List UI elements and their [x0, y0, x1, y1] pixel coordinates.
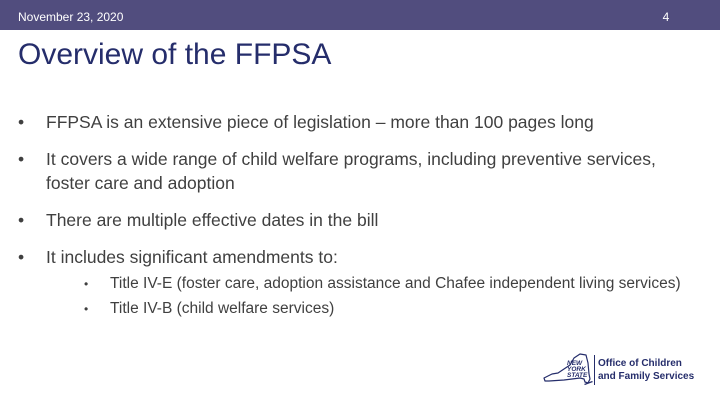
page-number: 4 [662, 10, 670, 24]
bullet-dot: • [18, 210, 25, 230]
bullet-text: There are multiple effective dates in the bill [46, 210, 379, 230]
sub-bullet-list [46, 274, 698, 319]
slide-title: Overview of the FFPSA [18, 38, 332, 71]
slide-date: November 23, 2020 [18, 10, 124, 24]
sub-bullet-text: Title IV-E (foster care, adoption assistance and Chafee independent living services) [110, 275, 681, 292]
state-wordmark: NEW YORK STATE [567, 360, 588, 379]
agency-name: Office of Children and Family Services [598, 358, 695, 382]
bullet-item [18, 110, 698, 134]
bullet-dot: • [18, 112, 25, 132]
bullet-item [18, 245, 698, 319]
sub-bullet-dot: • [84, 277, 89, 291]
bullet-item [18, 208, 698, 232]
bullet-dot: • [18, 247, 25, 267]
bullet-text: It includes significant amendments to: [46, 247, 338, 267]
bullet-list [18, 110, 698, 319]
logo-divider [594, 355, 595, 385]
sub-bullet-item [74, 274, 698, 294]
sub-bullet-item [74, 299, 698, 319]
ocfs-logo [540, 352, 700, 388]
bullet-text: It covers a wide range of child welfare programs, including preventive services, foster care and adoption [46, 149, 656, 193]
sub-bullet-dot: • [84, 302, 89, 316]
sub-bullet-text: Title IV-B (child welfare services) [110, 300, 335, 317]
bullet-dot: • [18, 149, 25, 169]
bullet-item [18, 147, 698, 195]
header-bar [0, 0, 720, 30]
bullet-text: FFPSA is an extensive piece of legislation – more than 100 pages long [46, 112, 594, 132]
